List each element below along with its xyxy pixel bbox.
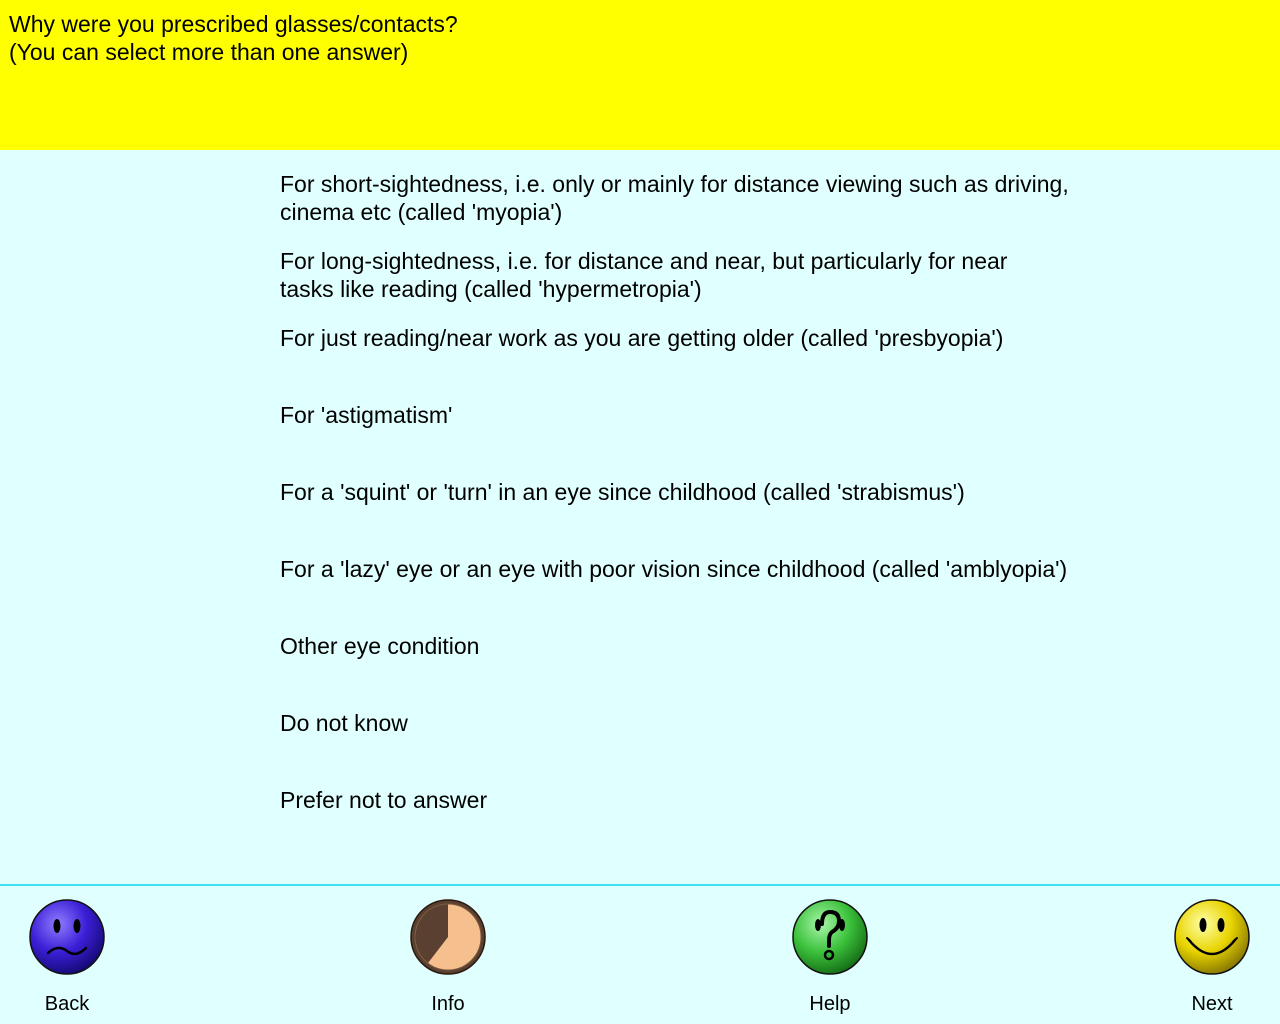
option-amblyopia-label: For a 'lazy' eye or an eye with poor vision since childhood (called 'amblyopia') bbox=[280, 556, 1068, 582]
pie-clock-icon bbox=[409, 898, 487, 976]
option-myopia[interactable] bbox=[280, 170, 1160, 226]
option-hypermetropia-line-2: tasks like reading (called 'hypermetropia') bbox=[280, 276, 702, 302]
option-presbyopia[interactable] bbox=[280, 324, 1160, 352]
option-amblyopia[interactable] bbox=[280, 555, 1160, 583]
answer-options-area bbox=[0, 150, 1280, 884]
back-button[interactable] bbox=[12, 898, 122, 1018]
next-button[interactable] bbox=[1157, 898, 1267, 1018]
smiley-face-icon bbox=[1173, 898, 1251, 976]
back-label: Back bbox=[44, 993, 90, 1015]
help-label: Help bbox=[809, 993, 851, 1015]
question-line-1: Why were you prescribed glasses/contacts? bbox=[9, 11, 458, 37]
option-other-eye-condition[interactable] bbox=[280, 632, 1160, 660]
option-astigmatism-label: For 'astigmatism' bbox=[280, 402, 453, 428]
option-hypermetropia[interactable] bbox=[280, 247, 1160, 303]
question-line-2: (You can select more than one answer) bbox=[9, 39, 409, 65]
option-strabismus-label: For a 'squint' or 'turn' in an eye since childhood (called 'strabismus') bbox=[280, 479, 965, 505]
navigation-bar bbox=[0, 884, 1280, 1024]
question-header bbox=[0, 0, 1280, 150]
sad-face-icon bbox=[28, 898, 106, 976]
option-prefer-not-to-answer-label: Prefer not to answer bbox=[280, 787, 488, 813]
option-do-not-know-label: Do not know bbox=[280, 710, 408, 736]
option-myopia-line-2: cinema etc (called 'myopia') bbox=[280, 199, 563, 225]
option-presbyopia-label: For just reading/near work as you are getting older (called 'presbyopia') bbox=[280, 325, 1004, 351]
option-prefer-not-to-answer[interactable] bbox=[280, 786, 1160, 814]
info-label: Info bbox=[431, 993, 465, 1015]
option-hypermetropia-line-1: For long-sightedness, i.e. for distance and near, but particularly for near bbox=[280, 248, 1008, 274]
option-strabismus[interactable] bbox=[280, 478, 1160, 506]
option-do-not-know[interactable] bbox=[280, 709, 1160, 737]
question-text bbox=[9, 10, 458, 66]
next-label: Next bbox=[1191, 993, 1233, 1015]
option-myopia-line-1: For short-sightedness, i.e. only or mainly for distance viewing such as driving, bbox=[280, 171, 1069, 197]
help-button[interactable] bbox=[775, 898, 885, 1018]
question-face-icon bbox=[791, 898, 869, 976]
option-other-eye-condition-label: Other eye condition bbox=[280, 633, 480, 659]
info-button[interactable] bbox=[393, 898, 503, 1018]
option-astigmatism[interactable] bbox=[280, 401, 1160, 429]
